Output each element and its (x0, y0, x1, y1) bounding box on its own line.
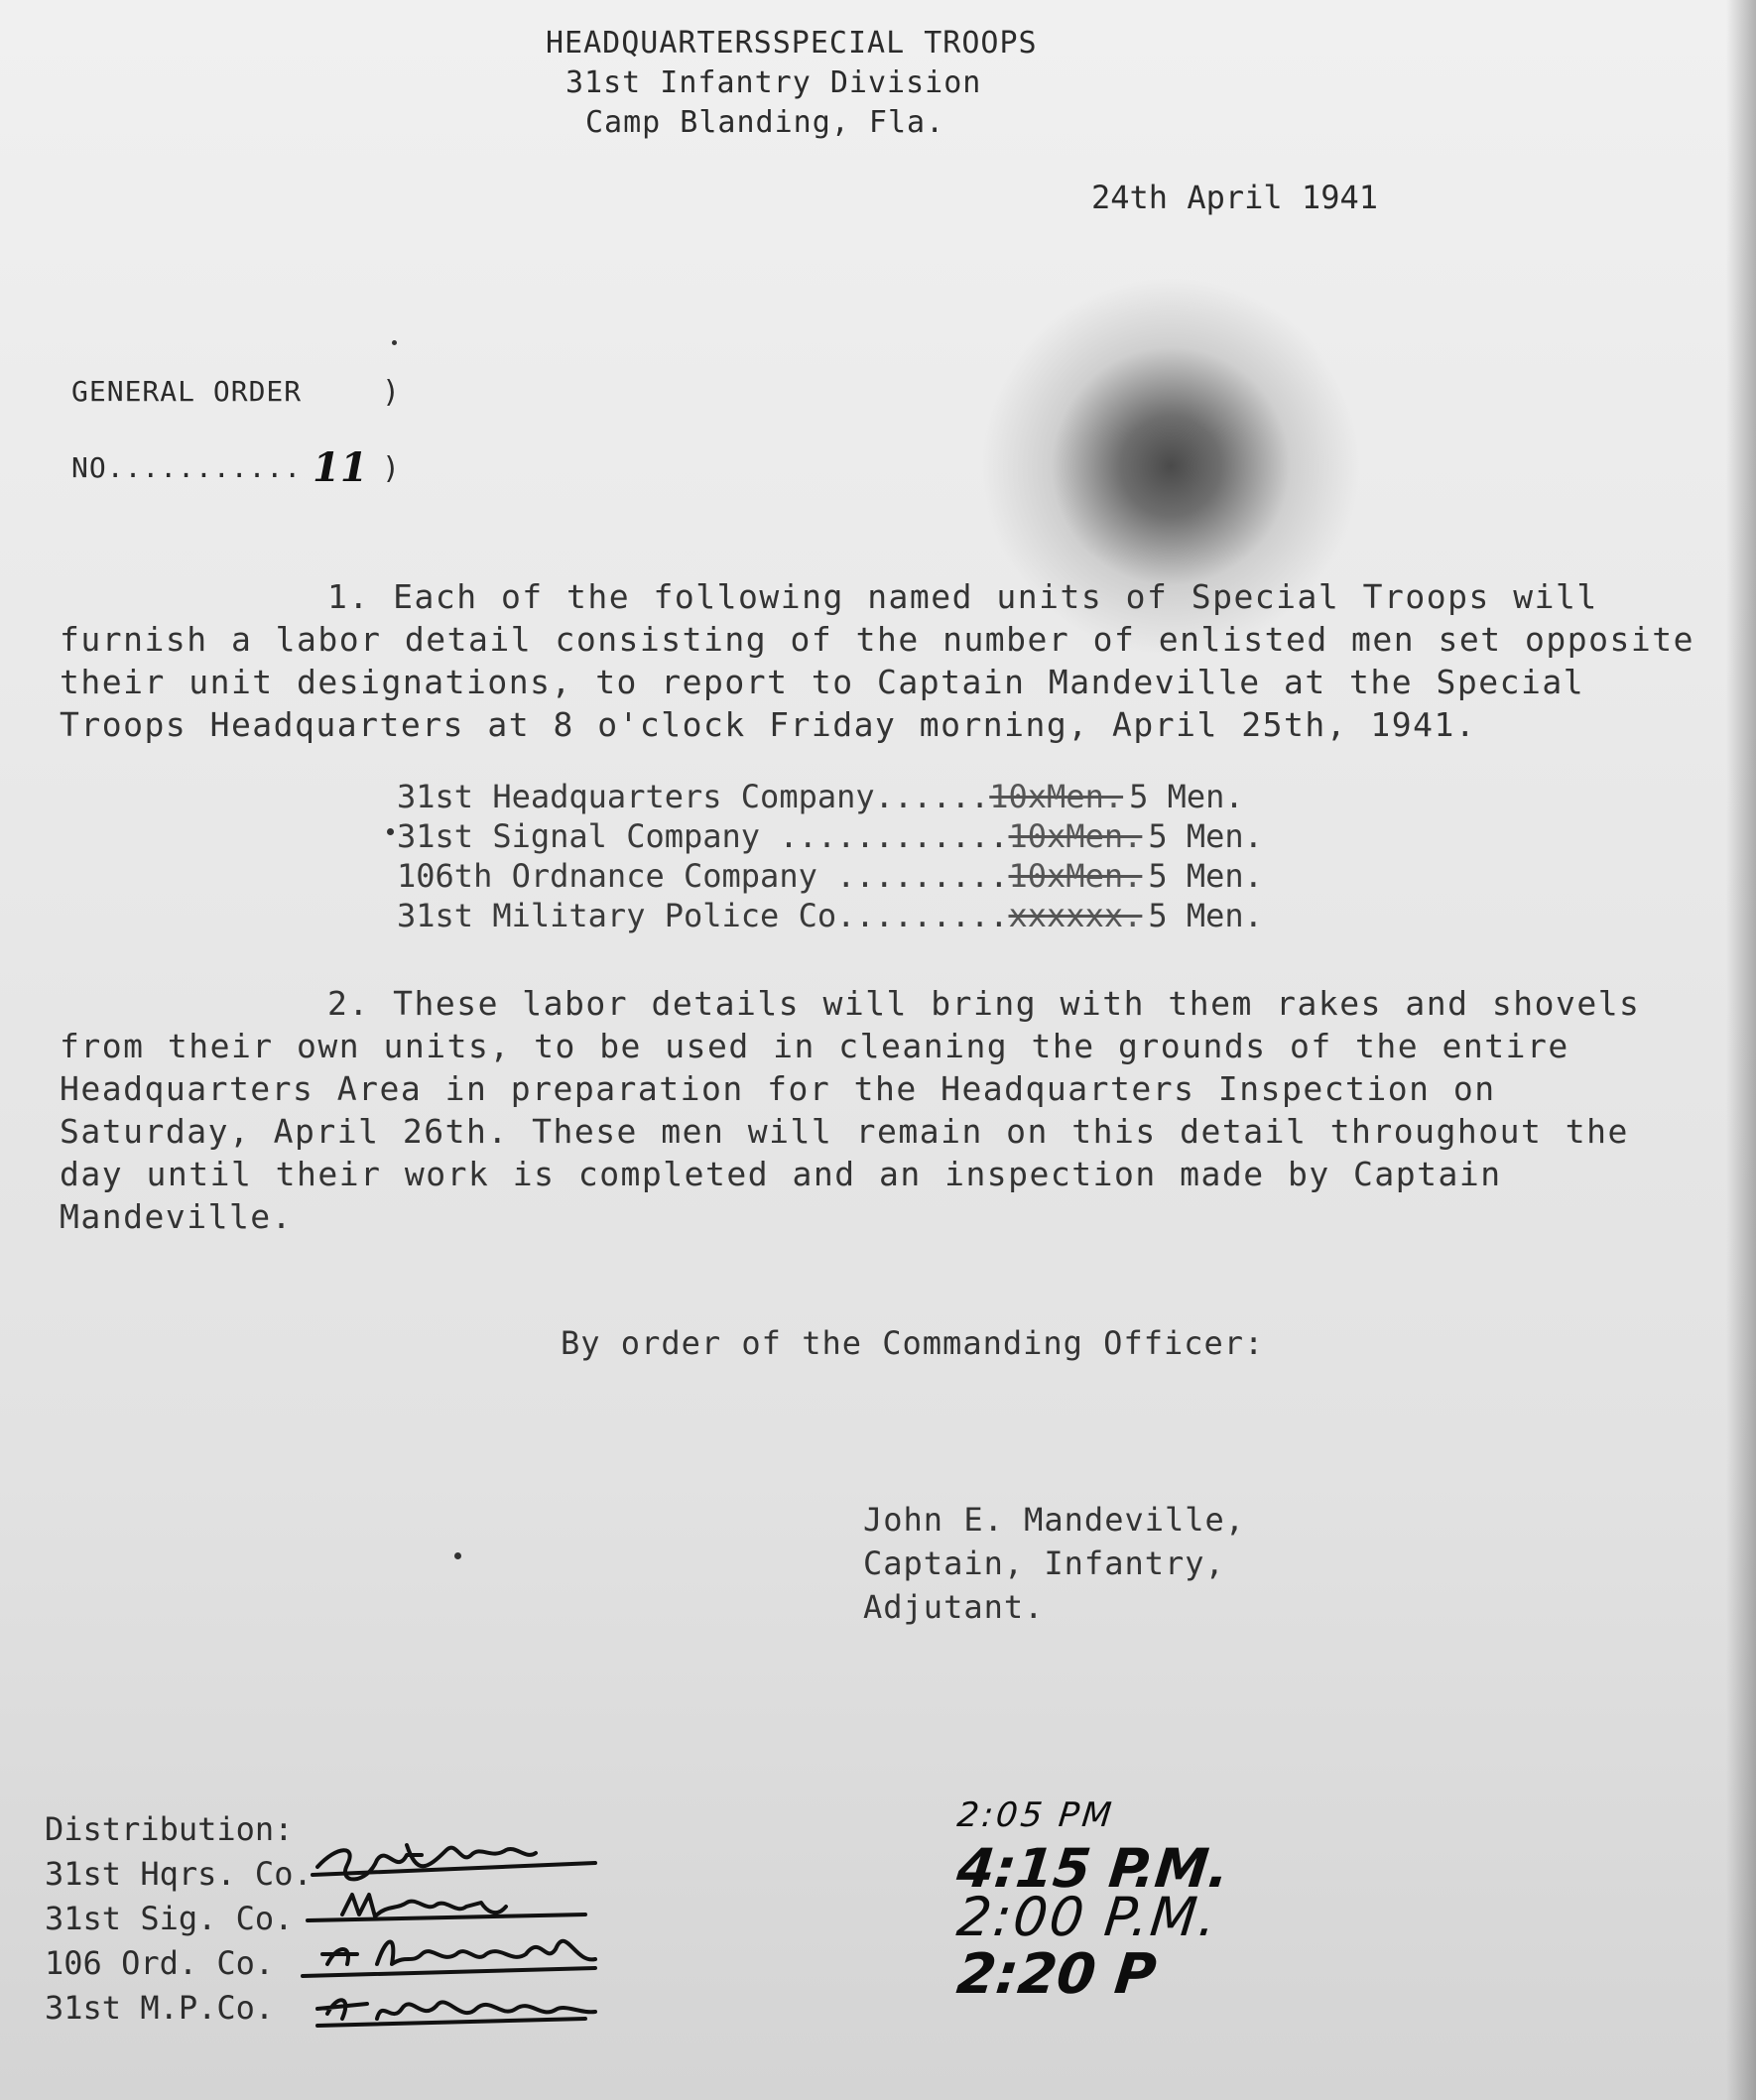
paragraph-2-text: 2. These labor details will bring with them rakes and shovels from their own units, to be used in cleaning the grounds of the entire Headquarters Area in preparation for the Headquarters Inspection on Saturday, April 26th. These men will remain on this detail throughout the day until their work is completed and an inspection made by Captain Mandeville. (60, 984, 1641, 1236)
unit-list (397, 777, 1263, 935)
signer-rank: Captain, Infantry, (863, 1544, 1225, 1582)
signature-sig-co (342, 1895, 506, 1916)
distribution-row: 31st Hqrs. Co. (45, 1855, 313, 1893)
document-date: 24th April 1941 (1091, 179, 1378, 216)
men-count: 5 Men. (1148, 857, 1263, 895)
order-number-label: NO........... (71, 451, 303, 484)
signature-hilliard (322, 1941, 595, 1964)
unit-name: 31st Headquarters Company...... (397, 778, 990, 815)
men-count: 5 Men. (1148, 897, 1263, 934)
time-entry: 2:00 P.M. (953, 1886, 1221, 1948)
stray-mark (387, 828, 394, 835)
time-entry: 4:15 P.M. (953, 1837, 1232, 1900)
general-order-label: GENERAL ORDER (71, 375, 303, 408)
signer-name: John E. Mandeville, (863, 1501, 1246, 1539)
stray-mark (392, 340, 397, 345)
order-number-paren: ) (382, 451, 401, 486)
signoff-line: By order of the Commanding Officer: (561, 1324, 1265, 1362)
distribution-row: 31st Sig. Co. (45, 1900, 294, 1937)
unit-name: 31st Signal Company ............ (397, 817, 1009, 855)
unit-row (397, 777, 1263, 816)
distribution-list (45, 1807, 313, 2031)
signature-underline (313, 1863, 595, 1875)
distribution-title: Distribution: (45, 1810, 294, 1848)
distribution-row: 31st M.P.Co. (45, 1989, 275, 2027)
paragraph-1 (60, 575, 1706, 746)
letterhead-line-1: HEADQUARTERSSPECIAL TROOPS (546, 26, 1038, 61)
unit-row (397, 856, 1263, 896)
letterhead-line-3: Camp Blanding, Fla. (585, 105, 945, 140)
signature-underline (308, 1915, 585, 1920)
signature-block (863, 1498, 1245, 1629)
struck-count: 10xMen. (1008, 857, 1143, 895)
struck-count: 10xMen. (1008, 817, 1143, 855)
distribution-row: 106 Ord. Co. (45, 1944, 275, 1982)
men-count: 5 Men. (1129, 778, 1244, 815)
time-entry: 2:05 PM (954, 1795, 1117, 1835)
unit-row (397, 896, 1263, 935)
paragraph-2 (60, 982, 1706, 1238)
men-count: 5 Men. (1148, 817, 1263, 855)
unit-name: 31st Military Police Co......... (397, 897, 1009, 934)
handwritten-times (953, 1795, 1232, 2007)
signature-underline (303, 1968, 595, 1976)
struck-count: xxxxxx. (1008, 897, 1143, 934)
order-number: 11 (313, 444, 368, 491)
paragraph-1-text: 1. Each of the following named units of Special Troops will furnish a labor detail consisting of the number of enlisted men set opposite their unit designations, to report to Captain Mandeville at the Special Troops Headquarters at 8 o'clock Friday morning, April 25th, 1941. (60, 577, 1694, 744)
unit-row (397, 816, 1263, 856)
signature-underline (317, 2019, 585, 2026)
signature-roberts (317, 2000, 595, 2019)
page-edge-shadow (1726, 0, 1756, 2100)
struck-count: 10xMen. (989, 778, 1124, 815)
letterhead-line-2: 31st Infantry Division (565, 65, 982, 100)
unit-name: 106th Ordnance Company ......... (397, 857, 1009, 895)
stray-mark (454, 1552, 461, 1559)
signer-role: Adjutant. (863, 1588, 1045, 1626)
handwritten-signatures (298, 1815, 675, 2053)
time-entry: 2:20 P (953, 1942, 1160, 2007)
general-order-paren: ) (382, 375, 401, 410)
